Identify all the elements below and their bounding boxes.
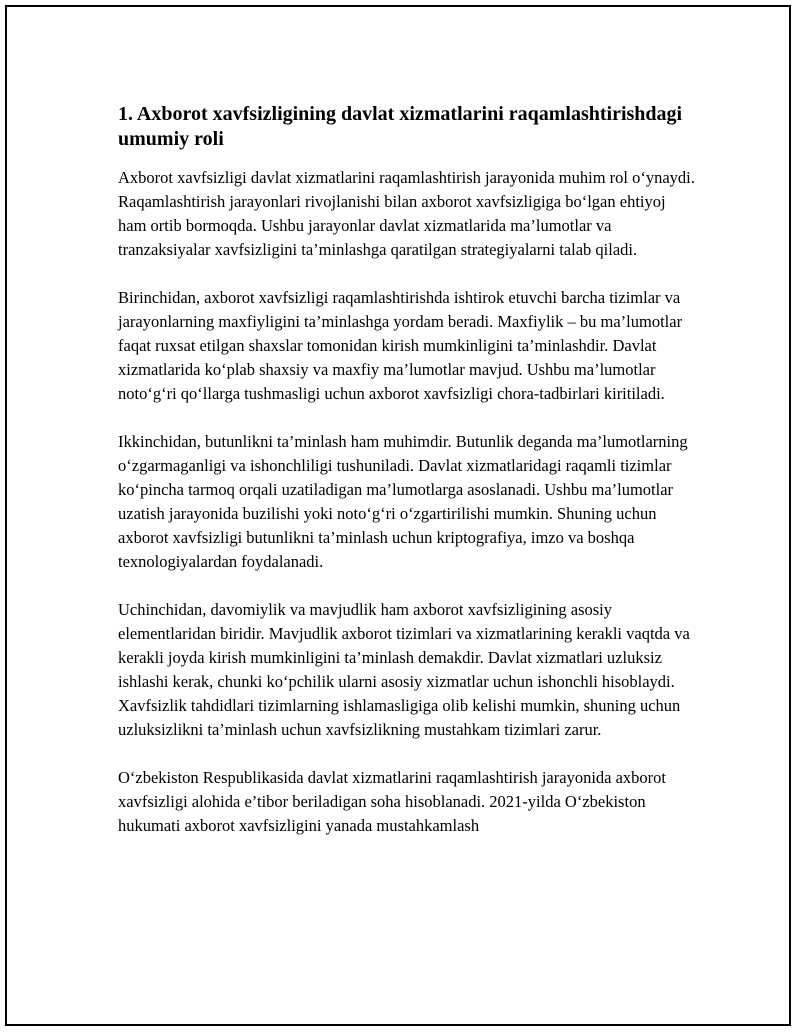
document-page [5, 5, 791, 1026]
paragraph-intro: Axborot xavfsizligi davlat xizmatlarini raqamlashtirish jarayonida muhim rol o‘ynaydi. Raqamlashtirish jarayonlari rivojlanishi bilan axborot xavfsizligiga bo‘lgan ehtiyoj ham ortib bormoqda. Ushbu jarayonlar davlat xizmatlarida ma’lumotlar va tranzaksiyalar xavfsizligini ta’minlashga qaratilgan strategiyalarni talab qiladi. [118, 168, 695, 259]
paragraph-uzbekistan: O‘zbekiston Respublikasida davlat xizmatlarini raqamlashtirish jarayonida axborot xavfsizligi alohida e’tibor beriladigan soha hisoblanadi. 2021-yilda O‘zbekiston hukumati axborot xavfsizligini yanada mustahkamlash [118, 768, 667, 835]
paragraph-integrity: Ikkinchidan, butunlikni ta’minlash ham muhimdir. Butunlik deganda ma’lumotlarning o‘zgarmaganligi va ishonchliligi tushuniladi. Davlat xizmatlaridagi raqamli tizimlar ko‘pincha tarmoq orqali uzatiladigan ma’lumotlarga asoslanadi. Ushbu ma’lumotlar uzatish jarayonida buzilishi yoki noto‘g‘ri o‘zgartirilishi mumkin. Shuning uchun axborot xavfsizligi butunlikni ta’minlash uchun kriptografiya, imzo va boshqa texnologiyalardan foydalanadi. [118, 432, 688, 571]
document-body [118, 102, 698, 838]
section-heading: 1. Axborot xavfsizligining davlat xizmatlarini raqamlashtirishdagi umumiy roli [118, 103, 683, 150]
paragraph-confidentiality: Birinchidan, axborot xavfsizligi raqamlashtirishda ishtirok etuvchi barcha tizimlar va jarayonlarning maxfiyligini ta’minlashga yordam beradi. Maxfiylik – bu ma’lumotlar faqat ruxsat etilgan shaxslar tomonidan kirish mumkinligini ta’minlashdir. Davlat xizmatlarida ko‘plab shaxsiy va maxfiy ma’lumotlar mavjud. Ushbu ma’lumotlar noto‘g‘ri qo‘llarga tushmasligi uchun axborot xavfsizligi chora-tadbirlari kiritiladi. [118, 288, 683, 403]
paragraph-availability: Uchinchidan, davomiylik va mavjudlik ham axborot xavfsizligining asosiy elementlaridan biridir. Mavjudlik axborot tizimlari va xizmatlarining kerakli vaqtda va kerakli joyda kirish mumkinligini ta’minlash demakdir. Davlat xizmatlari uzluksiz ishlashi kerak, chunki ko‘pchilik ularni asosiy xizmatlar uchun ishonchli hisoblaydi. Xavfsizlik tahdidlari tizimlarning ishlamasligiga olib kelishi mumkin, shuning uchun uzluksizlikni ta’minlash uchun xavfsizlikning mustahkam tizimlari zarur. [118, 600, 690, 739]
